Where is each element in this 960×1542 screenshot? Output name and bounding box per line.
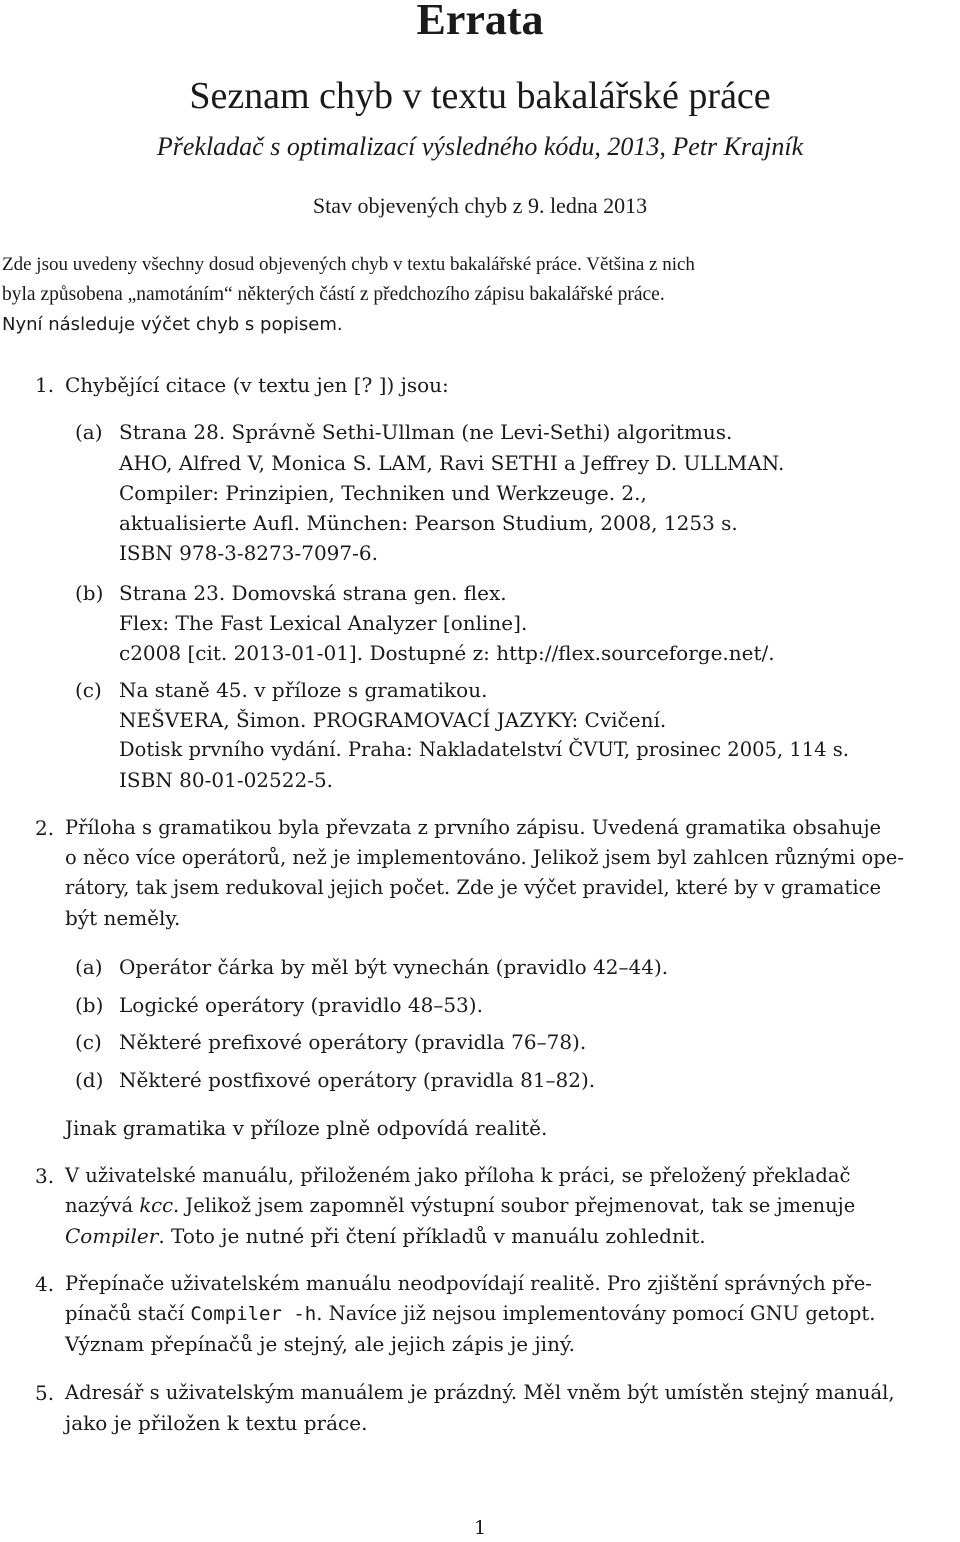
- item-number: 2.: [35, 816, 55, 840]
- citation-line: Compiler: Prinzipien, Techniken und Werkzeuge. 2.,: [119, 481, 647, 505]
- item-number: 5.: [35, 1381, 55, 1405]
- citation-line: ISBN 80-01-02522-5.: [119, 768, 334, 792]
- grammar-rule-item: Operátor čárka by měl být vynechán (pravidlo 42–44).: [119, 955, 669, 979]
- intro-line-2: byla způsobena „namotáním“ některých částí z předchozího zápisu bakalářské práce.: [2, 284, 665, 305]
- text-segment: . Navíce již nejsou implementovány pomocí GNU getopt.: [316, 1302, 876, 1325]
- item-5-line-1: Adresář s uživatelským manuálem je prázdný. Měl vněm být umístěn stejný manuál,: [65, 1381, 895, 1404]
- grammar-rule-item: Logické operátory (pravidlo 48–53).: [119, 993, 483, 1017]
- item-2-line: o něco více operátorů, než je implementováno. Jelikož jsem byl zahlcen různými ope-: [65, 846, 904, 869]
- subitem-label: (a): [75, 420, 103, 444]
- item-1-text: Chybějící citace (v textu jen [? ]) jsou:: [65, 373, 449, 397]
- page-title: Errata: [416, 0, 544, 44]
- text-segment: . Jelikož jsem zapomněl výstupní soubor přejmenovat, tak se jmenuje: [173, 1194, 856, 1217]
- document-subtitle: Seznam chyb v textu bakalářské práce: [189, 75, 771, 117]
- item-4-line-1: Přepínače uživatelském manuálu neodpovídají realitě. Pro zjištění správných pře-: [65, 1272, 872, 1295]
- item-3-line-3: [65, 1224, 706, 1248]
- text-segment: nazývá: [65, 1194, 140, 1217]
- item-3-line-1: V uživatelské manuálu, přiloženém jako příloha k práci, se přeložený překladač: [65, 1164, 851, 1187]
- citation-line: Strana 23. Domovská strana gen. flex.: [119, 581, 507, 605]
- citation-line: Na staně 45. v příloze s gramatikou.: [119, 678, 488, 702]
- citation-line: NEŠVERA, Šimon. PROGRAMOVACÍ JAZYKY: Cvičení.: [119, 708, 667, 732]
- item-number: 4.: [35, 1272, 55, 1296]
- item-2-closing: Jinak gramatika v příloze plně odpovídá realitě.: [65, 1116, 548, 1140]
- subitem-label: (c): [75, 678, 102, 702]
- item-4-line-3: Význam přepínačů je stejný, ale jejich zápis je jiný.: [65, 1332, 575, 1356]
- emphasis-kcc: kcc: [139, 1194, 173, 1217]
- grammar-rule-item: Některé postfixové operátory (pravidla 81–82).: [119, 1068, 596, 1092]
- item-5-line-2: jako je přiložen k textu práce.: [65, 1411, 368, 1435]
- item-4-line-2: [65, 1302, 875, 1325]
- command-code: Compiler -h: [190, 1303, 317, 1325]
- subitem-label: (a): [75, 955, 103, 979]
- emphasis-compiler: Compiler: [65, 1224, 159, 1248]
- subitem-label: (d): [75, 1068, 104, 1092]
- status-date: Stav objevených chyb z 9. ledna 2013: [312, 193, 648, 218]
- item-3-line-2: [65, 1194, 855, 1217]
- text-segment: pínačů stačí: [65, 1302, 191, 1325]
- citation-line: c2008 [cit. 2013-01-01]. Dostupné z: http://flex.sourceforge.net/.: [119, 641, 775, 665]
- grammar-rule-item: Některé prefixové operátory (pravidla 76–78).: [119, 1030, 587, 1054]
- item-number: 3.: [35, 1164, 55, 1188]
- citation-line: aktualisierte Aufl. München: Pearson Studium, 2008, 1253 s.: [119, 511, 738, 535]
- citation-line: ISBN 978-3-8273-7097-6.: [119, 541, 378, 565]
- subitem-label: (c): [75, 1030, 102, 1054]
- intro-line-1: Zde jsou uvedeny všechny dosud objevených chyb v textu bakalářské práce. Většina z nich: [2, 254, 695, 275]
- subitem-label: (b): [75, 581, 104, 605]
- text-segment: . Toto je nutné při čtení příkladů v manuálu zohlednit.: [158, 1224, 706, 1248]
- citation-line: Strana 28. Správně Sethi-Ullman (ne Levi-Sethi) algoritmus.: [119, 420, 733, 444]
- intro-line-3: Nyní následuje výčet chyb s popisem.: [2, 314, 343, 335]
- item-2-line: být neměly.: [65, 906, 181, 930]
- thesis-reference: Překladač s optimalizací výsledného kódu, 2013, Petr Krajník: [156, 132, 804, 161]
- citation-line: AHO, Alfred V, Monica S. LAM, Ravi SETHI a Jeffrey D. ULLMAN.: [119, 451, 785, 475]
- citation-line: Flex: The Fast Lexical Analyzer [online].: [119, 611, 528, 635]
- page-number: 1: [473, 1517, 487, 1539]
- item-2-line: rátory, tak jsem redukoval jejich počet. Zde je výčet pravidel, které by v gramatice: [65, 876, 882, 899]
- subitem-label: (b): [75, 993, 104, 1017]
- item-2-line: Příloha s gramatikou byla převzata z prvního zápisu. Uvedená gramatika obsahuje: [65, 816, 882, 839]
- citation-line: Dotisk prvního vydání. Praha: Nakladatelství ČVUT, prosinec 2005, 114 s.: [119, 738, 849, 761]
- item-number: 1.: [35, 373, 55, 397]
